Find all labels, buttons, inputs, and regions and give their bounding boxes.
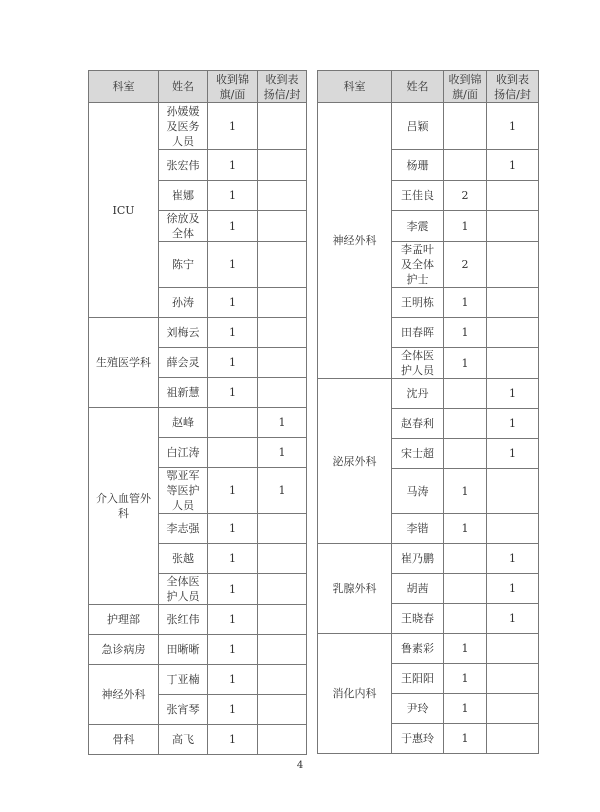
- letter-count-cell: [258, 318, 307, 348]
- banner-count-cell: 1: [208, 605, 258, 635]
- banner-count-cell: 1: [208, 635, 258, 665]
- header-dept: 科室: [318, 71, 392, 103]
- letter-count-cell: 1: [487, 574, 539, 604]
- banner-count-cell: 1: [444, 634, 487, 664]
- letter-count-cell: [487, 318, 539, 348]
- banner-count-cell: [444, 544, 487, 574]
- letter-count-cell: [487, 664, 539, 694]
- name-cell: 王晓春: [392, 604, 444, 634]
- name-cell: 徐放及全体: [159, 211, 208, 242]
- table-row: [89, 725, 307, 755]
- banner-count-cell: [444, 150, 487, 181]
- header-name: 姓名: [159, 71, 208, 103]
- banner-count-cell: 1: [444, 664, 487, 694]
- banner-count-cell: 1: [208, 378, 258, 408]
- name-cell: 全体医护人员: [392, 348, 444, 379]
- letter-count-cell: [258, 288, 307, 318]
- name-cell: 白江涛: [159, 438, 208, 468]
- banner-count-cell: 1: [208, 318, 258, 348]
- letter-count-cell: [487, 211, 539, 242]
- letter-count-cell: [258, 695, 307, 725]
- banner-count-cell: 1: [444, 514, 487, 544]
- banner-count-cell: 1: [208, 468, 258, 514]
- banner-count-cell: 1: [444, 288, 487, 318]
- banner-count-cell: 1: [208, 288, 258, 318]
- banner-count-cell: 2: [444, 242, 487, 288]
- letter-count-cell: [258, 635, 307, 665]
- table-row: [89, 103, 307, 150]
- letter-count-cell: [258, 574, 307, 605]
- name-cell: 吕颖: [392, 103, 444, 150]
- letter-count-cell: 1: [487, 439, 539, 469]
- header-name: 姓名: [392, 71, 444, 103]
- dept-cell: 护理部: [89, 605, 159, 635]
- table-row: [318, 634, 539, 664]
- banner-count-cell: 1: [208, 514, 258, 544]
- name-cell: 沈丹: [392, 379, 444, 409]
- letter-count-cell: [258, 665, 307, 695]
- name-cell: 高飞: [159, 725, 208, 755]
- banner-count-cell: 1: [208, 574, 258, 605]
- dept-cell: 生殖医学科: [89, 318, 159, 408]
- letter-count-cell: [487, 514, 539, 544]
- letter-count-cell: 1: [487, 544, 539, 574]
- name-cell: 孙涛: [159, 288, 208, 318]
- banner-count-cell: [444, 439, 487, 469]
- page-number: 4: [296, 760, 304, 771]
- dept-cell: 泌尿外科: [318, 379, 392, 544]
- name-cell: 李志强: [159, 514, 208, 544]
- award-table-left: [88, 70, 307, 755]
- letter-count-cell: [258, 211, 307, 242]
- banner-count-cell: 1: [208, 695, 258, 725]
- letter-count-cell: [487, 694, 539, 724]
- letter-count-cell: 1: [487, 103, 539, 150]
- name-cell: 尹玲: [392, 694, 444, 724]
- banner-count-cell: [444, 574, 487, 604]
- letter-count-cell: [258, 514, 307, 544]
- letter-count-cell: [258, 181, 307, 211]
- name-cell: 丁亚楠: [159, 665, 208, 695]
- banner-count-cell: 1: [444, 318, 487, 348]
- name-cell: 于惠玲: [392, 724, 444, 754]
- letter-count-cell: [487, 348, 539, 379]
- banner-count-cell: [444, 409, 487, 439]
- letter-count-cell: [487, 634, 539, 664]
- header-banner: 收到锦旗/面: [208, 71, 258, 103]
- letter-count-cell: [487, 181, 539, 211]
- banner-count-cell: 1: [444, 694, 487, 724]
- letter-count-cell: [487, 469, 539, 514]
- banner-count-cell: [208, 438, 258, 468]
- award-table-right: [317, 70, 539, 754]
- letter-count-cell: [258, 605, 307, 635]
- letter-count-cell: [487, 288, 539, 318]
- banner-count-cell: 2: [444, 181, 487, 211]
- name-cell: 胡茜: [392, 574, 444, 604]
- name-cell: 孙媛媛及医务人员: [159, 103, 208, 150]
- name-cell: 张宵琴: [159, 695, 208, 725]
- name-cell: 赵峰: [159, 408, 208, 438]
- banner-count-cell: 1: [208, 150, 258, 181]
- name-cell: 祖新慧: [159, 378, 208, 408]
- banner-count-cell: [444, 103, 487, 150]
- name-cell: 崔娜: [159, 181, 208, 211]
- banner-count-cell: 1: [208, 348, 258, 378]
- dept-cell: 神经外科: [89, 665, 159, 725]
- letter-count-cell: 1: [487, 379, 539, 409]
- name-cell: 田晰晰: [159, 635, 208, 665]
- name-cell: 薛会灵: [159, 348, 208, 378]
- header-banner: 收到锦旗/面: [444, 71, 487, 103]
- letter-count-cell: 1: [487, 604, 539, 634]
- banner-count-cell: 1: [444, 211, 487, 242]
- letter-count-cell: [487, 242, 539, 288]
- banner-count-cell: [444, 604, 487, 634]
- name-cell: 王阳阳: [392, 664, 444, 694]
- table-row: [89, 318, 307, 348]
- banner-count-cell: 1: [208, 725, 258, 755]
- name-cell: 马涛: [392, 469, 444, 514]
- banner-count-cell: 1: [208, 242, 258, 288]
- name-cell: 张宏伟: [159, 150, 208, 181]
- banner-count-cell: 1: [444, 724, 487, 754]
- header-dept: 科室: [89, 71, 159, 103]
- letter-count-cell: [258, 103, 307, 150]
- letter-count-cell: [258, 725, 307, 755]
- letter-count-cell: [487, 724, 539, 754]
- name-cell: 鲁素彩: [392, 634, 444, 664]
- banner-count-cell: 1: [444, 348, 487, 379]
- dept-cell: 介入血管外科: [89, 408, 159, 605]
- dept-cell: 神经外科: [318, 103, 392, 379]
- letter-count-cell: [258, 348, 307, 378]
- name-cell: 张红伟: [159, 605, 208, 635]
- name-cell: 李孟叶及全体护士: [392, 242, 444, 288]
- name-cell: 刘梅云: [159, 318, 208, 348]
- letter-count-cell: [258, 378, 307, 408]
- letter-count-cell: 1: [258, 408, 307, 438]
- banner-count-cell: 1: [208, 544, 258, 574]
- table-row: [89, 605, 307, 635]
- header-letter: 收到表扬信/封: [487, 71, 539, 103]
- table-row: [318, 379, 539, 409]
- name-cell: 王明栋: [392, 288, 444, 318]
- dept-cell: 消化内科: [318, 634, 392, 754]
- table-header-row: [89, 71, 307, 103]
- name-cell: 张越: [159, 544, 208, 574]
- banner-count-cell: 1: [208, 103, 258, 150]
- banner-count-cell: 1: [208, 665, 258, 695]
- letter-count-cell: [258, 150, 307, 181]
- name-cell: 全体医护人员: [159, 574, 208, 605]
- table-row: [89, 665, 307, 695]
- banner-count-cell: [444, 379, 487, 409]
- table-row: [318, 103, 539, 150]
- dept-cell: ICU: [89, 103, 159, 318]
- table-row: [89, 635, 307, 665]
- table-row: [318, 544, 539, 574]
- name-cell: 王佳良: [392, 181, 444, 211]
- name-cell: 陈宁: [159, 242, 208, 288]
- table-header-row: [318, 71, 539, 103]
- name-cell: 田春晖: [392, 318, 444, 348]
- header-letter: 收到表扬信/封: [258, 71, 307, 103]
- letter-count-cell: 1: [487, 150, 539, 181]
- banner-count-cell: [208, 408, 258, 438]
- name-cell: 李震: [392, 211, 444, 242]
- name-cell: 李锴: [392, 514, 444, 544]
- banner-count-cell: 1: [444, 469, 487, 514]
- dept-cell: 急诊病房: [89, 635, 159, 665]
- letter-count-cell: [258, 544, 307, 574]
- banner-count-cell: 1: [208, 211, 258, 242]
- banner-count-cell: 1: [208, 181, 258, 211]
- letter-count-cell: [258, 242, 307, 288]
- name-cell: 宋士超: [392, 439, 444, 469]
- name-cell: 崔乃鹏: [392, 544, 444, 574]
- name-cell: 鄂亚军等医护人员: [159, 468, 208, 514]
- letter-count-cell: 1: [487, 409, 539, 439]
- name-cell: 赵春利: [392, 409, 444, 439]
- letter-count-cell: 1: [258, 438, 307, 468]
- letter-count-cell: 1: [258, 468, 307, 514]
- name-cell: 杨珊: [392, 150, 444, 181]
- dept-cell: 骨科: [89, 725, 159, 755]
- table-row: [89, 408, 307, 438]
- dept-cell: 乳腺外科: [318, 544, 392, 634]
